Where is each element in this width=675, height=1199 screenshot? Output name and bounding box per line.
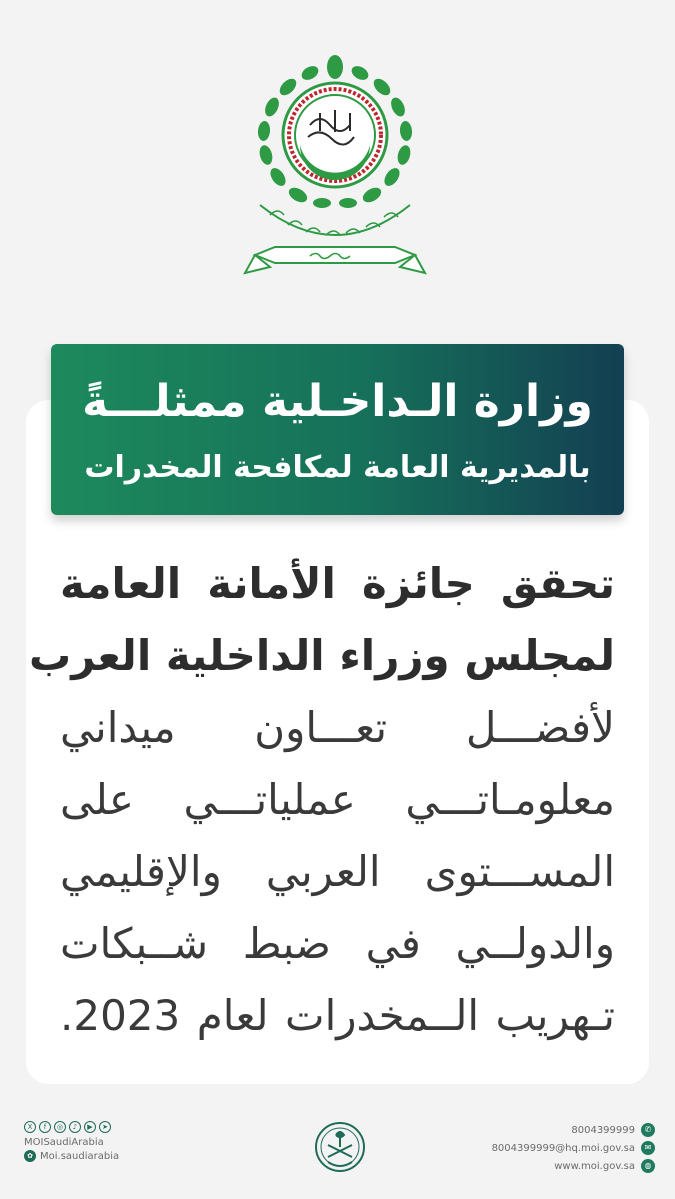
contact-block — [485, 1121, 655, 1175]
body-line: والدولــي في ضبط شــبكات — [60, 919, 615, 968]
phone-icon: ✆ — [641, 1123, 655, 1137]
website-link[interactable]: www.moi.gov.sa — [554, 1160, 635, 1172]
snapchat-icon[interactable]: ✿ — [24, 1150, 36, 1162]
arab-interior-council-logo — [240, 55, 430, 285]
body-line: تـهريب الــمخدرات لعام 2023. — [60, 991, 615, 1040]
phone-number[interactable]: 8004399999 — [571, 1124, 635, 1136]
social-block — [24, 1121, 174, 1162]
instagram-icon[interactable]: ◎ — [54, 1121, 66, 1133]
saudi-emblem-icon — [314, 1117, 366, 1179]
email-icon: ✉ — [641, 1141, 655, 1155]
tiktok-icon[interactable]: ♪ — [69, 1121, 81, 1133]
youtube-icon[interactable]: ▶ — [84, 1121, 96, 1133]
social-handle[interactable]: MOISaudiArabia — [24, 1137, 104, 1148]
telegram-icon[interactable]: ➤ — [99, 1121, 111, 1133]
body-line: لمجلس وزراء الداخلية العرب — [29, 631, 615, 680]
snapchat-handle[interactable]: Moi.saudiarabia — [40, 1150, 120, 1162]
body-line: تحقق جائزة الأمانة العامة — [60, 559, 615, 608]
body-line: المســـتوى العربي والإقليمي — [60, 847, 615, 896]
headline-banner — [51, 344, 624, 515]
x-icon[interactable]: X — [24, 1121, 36, 1133]
banner-title: وزارة الـداخـلية ممثلـــةً — [82, 376, 593, 427]
announcement-text — [29, 548, 615, 1052]
banner-subtitle: بالمديرية العامة لمكافحة المخدرات — [84, 450, 591, 485]
email-address[interactable]: 8004399999@hq.moi.gov.sa — [491, 1142, 635, 1154]
facebook-icon[interactable]: f — [39, 1121, 51, 1133]
body-line: معلومـاتـــي عملياتـــي على — [60, 775, 615, 824]
body-line: لأفضـــل تعـــاون ميداني — [60, 703, 615, 752]
website-icon: ◍ — [641, 1159, 655, 1173]
